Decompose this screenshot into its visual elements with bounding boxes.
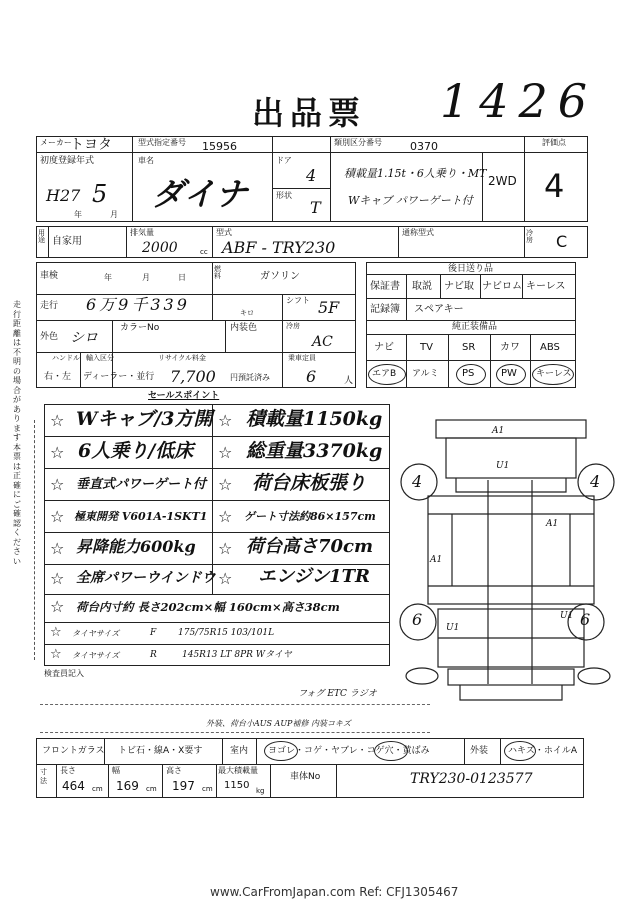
damage-mark-a1-side: A1 — [546, 519, 559, 529]
equip-label-abs: ABS — [540, 342, 560, 353]
ac-label: 冷房 — [526, 229, 533, 244]
record-book-label: 記録簿 — [370, 304, 400, 315]
sales-point-8: ゲート寸法約86×157cm — [244, 510, 376, 523]
year-unit: 年 — [74, 210, 82, 219]
equip-value-alloy: アルミ — [412, 369, 439, 379]
model-label: 型式 — [216, 228, 232, 237]
shift-value: T — [310, 198, 321, 217]
category-value: 0370 — [410, 140, 438, 153]
damage-mark-a1-left: A1 — [430, 555, 443, 565]
ac-value: C — [556, 232, 568, 251]
inspection-year: 年 — [104, 273, 112, 282]
spec-line2: Wキャブ パワーゲート付 — [348, 194, 473, 207]
color-label: 外色 — [40, 332, 59, 342]
tire-front-value: 175/75R15 103/101L — [178, 628, 275, 638]
tire-front-pos: F — [150, 628, 157, 638]
star-icon: ☆ — [218, 539, 233, 558]
displacement-unit: cc — [200, 248, 208, 256]
equip-label-sr: SR — [462, 342, 476, 353]
drive-value: 2WD — [488, 174, 517, 188]
mileage-label: 走行 — [40, 301, 59, 311]
color-no-label: カラーNo — [120, 323, 160, 333]
equip-value-ps: PS — [462, 368, 475, 379]
send-later-item-3: ナビ取 — [444, 281, 474, 292]
maker-value: トヨタ — [70, 137, 112, 153]
spare-key-value: スペアキー — [414, 304, 464, 315]
sales-point-4: 総重量3370kg — [246, 440, 383, 462]
recycle-value: 7,700 — [170, 367, 216, 386]
damage-mark-u1-rear: U1 — [446, 623, 460, 633]
doors-label: ドア — [276, 156, 292, 165]
equip-label-tv: TV — [420, 342, 433, 353]
equip-value-airbag: エアB — [372, 369, 397, 379]
inspection-label: 車検 — [40, 271, 59, 281]
recycle-label: リサイクル料金 — [158, 354, 207, 362]
capacity-unit: 人 — [344, 376, 354, 386]
mileage-value: 6万9千339 — [86, 295, 190, 314]
star-icon: ☆ — [218, 475, 233, 494]
width-label: 幅 — [112, 766, 120, 775]
star-icon: ☆ — [50, 507, 65, 526]
max-load-value: 1150 — [224, 780, 250, 791]
length-label: 長さ — [60, 766, 76, 775]
star-icon: ☆ — [218, 507, 233, 526]
side-notes: 走行距離は不明の場合があります 本票は正確にご確認ください — [13, 300, 21, 566]
sales-point-2: 積載量1150kg — [246, 408, 383, 430]
lot-number: 1426 — [440, 74, 598, 128]
cargo-dimensions: 荷台内寸約 長さ202cm×幅 160cm×高さ38cm — [76, 600, 340, 614]
spec-line1: 積載量1.15t・6人乗り・MT — [344, 167, 487, 180]
star-icon: ☆ — [50, 625, 62, 640]
tire-mark-rear-right: 6 — [580, 610, 591, 629]
fuel-value: ガソリン — [260, 271, 300, 282]
exterior-label: 外装 — [470, 746, 489, 756]
handle-value: 右・左 — [44, 372, 72, 382]
month-unit: 月 — [110, 210, 118, 219]
sales-point-9: 昇降能力600kg — [76, 537, 196, 556]
capacity-label: 乗車定員 — [288, 354, 316, 362]
sales-point-6: 荷台床板張り — [252, 472, 367, 494]
aircon-value: AC — [312, 334, 333, 350]
inspection-day: 日 — [178, 273, 186, 282]
category-label: 類別区分番号 — [334, 138, 382, 147]
height-label: 高さ — [166, 766, 182, 775]
grade-value: 4 — [544, 167, 565, 205]
options-line: フォグ ETC ラジオ — [298, 689, 377, 699]
notes-line: 外装、荷台小AUS AUP補修 内装コキズ — [206, 719, 351, 728]
exterior-value: ハキズ・ホイルA — [508, 746, 577, 756]
type-designation-value: 15956 — [202, 140, 237, 153]
usage-label: 用途 — [38, 229, 45, 244]
handle-label: ハンドル — [52, 354, 80, 362]
tire-mark-front-right: 4 — [590, 472, 601, 491]
length-value: 464 — [62, 779, 85, 793]
damage-mark-u1-cab: U1 — [496, 461, 510, 471]
star-icon: ☆ — [50, 647, 62, 662]
interior-label: 室内 — [230, 746, 249, 756]
interior-value: ヨゴレ・コゲ・ヤブレ・コゲ穴・黄ばみ — [268, 746, 430, 756]
tire-mark-front-left: 4 — [412, 472, 423, 491]
width-value: 169 — [116, 779, 139, 793]
damage-mark-u1-rear-right: U1 — [560, 611, 574, 621]
send-later-item-4: ナビロム — [482, 281, 522, 292]
sales-point-10: 荷台高さ70cm — [246, 536, 374, 557]
page-title: 出品票 — [252, 94, 367, 132]
tire-rear-label: タイヤサイズ — [72, 651, 120, 660]
star-icon: ☆ — [50, 539, 65, 558]
tire-mark-rear-left: 6 — [412, 610, 423, 629]
star-icon: ☆ — [50, 569, 65, 588]
color-value: シロ — [70, 330, 98, 346]
sales-point-12: エンジン1TR — [258, 566, 370, 587]
max-load-label: 最大積載量 — [218, 766, 258, 775]
first-reg-label: 初度登録年式 — [40, 156, 95, 166]
vehicle-damage-diagram — [392, 404, 624, 724]
recycle-suffix: 円預託済み — [230, 373, 270, 382]
import-value: ディーラー・並行 — [83, 372, 155, 382]
car-name-label: 車名 — [138, 156, 154, 165]
windshield-label: フロントガラス — [42, 746, 105, 756]
dims-label: 寸法 — [40, 768, 47, 785]
doors-value: 4 — [306, 166, 317, 185]
width-unit: cm — [146, 785, 157, 793]
height-unit: cm — [202, 785, 213, 793]
grade-label: 評価点 — [542, 138, 566, 147]
send-later-header: 後日送り品 — [448, 264, 494, 274]
tire-front-label: タイヤサイズ — [72, 629, 120, 638]
send-later-item-1: 保証書 — [370, 281, 400, 292]
star-icon: ☆ — [218, 443, 233, 462]
sales-point-3: 6人乗り/低床 — [78, 440, 194, 462]
shift-label-left: シフト — [286, 296, 310, 305]
footer-watermark: www.CarFromJapan.com Ref: CFJ1305467 — [210, 885, 459, 899]
height-value: 197 — [172, 779, 195, 793]
sales-point-7: 極東開発 V601A-1SKT1 — [74, 510, 208, 523]
windshield-value: トビ石・線A・X要す — [118, 746, 203, 756]
sales-point-5: 垂直式パワーゲート付 — [76, 477, 207, 492]
vin-label: 車体No — [290, 772, 321, 782]
model-value: ABF - TRY230 — [222, 238, 336, 257]
equipment-header: 純正装備品 — [452, 322, 498, 332]
send-later-item-5: キーレス — [526, 281, 566, 292]
interior-color-label: 内装色 — [230, 323, 258, 333]
sales-header: セールスポイント — [148, 391, 220, 401]
year-value: H27 — [46, 186, 81, 205]
displacement-value: 2000 — [142, 240, 178, 256]
fuel-label: 燃料 — [214, 265, 221, 280]
star-icon: ☆ — [50, 443, 65, 462]
equip-label-leather: カワ — [500, 342, 520, 353]
usage-value: 自家用 — [52, 236, 82, 247]
star-icon: ☆ — [50, 475, 65, 494]
type-designation-label: 型式指定番号 — [138, 138, 186, 147]
aircon-label: 冷房 — [286, 322, 300, 330]
vin-value: TRY230-0123577 — [410, 771, 533, 787]
inspection-month: 月 — [142, 273, 150, 282]
equip-label-navi: ナビ — [374, 342, 394, 353]
sales-point-1: Wキャブ/3方開 — [76, 408, 213, 430]
length-unit: cm — [92, 785, 103, 793]
import-label: 輸入区分 — [86, 354, 114, 362]
tire-rear-value: 145R13 LT 8PR Wタイヤ — [182, 650, 292, 660]
shift-label: 形状 — [276, 191, 292, 200]
tire-rear-pos: R — [150, 650, 157, 660]
car-name-value: ダイナ — [152, 175, 248, 213]
equip-value-pw: PW — [501, 368, 517, 379]
send-later-item-2: 取説 — [412, 281, 432, 292]
max-load-unit: kg — [256, 787, 265, 795]
month-value: 5 — [92, 180, 108, 208]
shift-value-left: 5F — [318, 298, 340, 317]
star-icon: ☆ — [218, 411, 233, 430]
capacity-value: 6 — [306, 367, 317, 386]
displacement-label: 排気量 — [130, 228, 154, 237]
maker-label: メーカー — [40, 138, 72, 147]
equip-value-keyless: キーレス — [536, 369, 572, 379]
inspector-label: 検査員記入 — [44, 669, 84, 678]
mileage-unit: キロ — [240, 309, 254, 317]
sales-point-11: 全席パワーウインドウ — [76, 570, 216, 586]
star-icon: ☆ — [50, 411, 65, 430]
star-icon: ☆ — [50, 597, 65, 616]
damage-mark-a1-top: A1 — [492, 426, 505, 436]
model-code-label: 通称型式 — [402, 228, 434, 237]
star-icon: ☆ — [218, 569, 233, 588]
